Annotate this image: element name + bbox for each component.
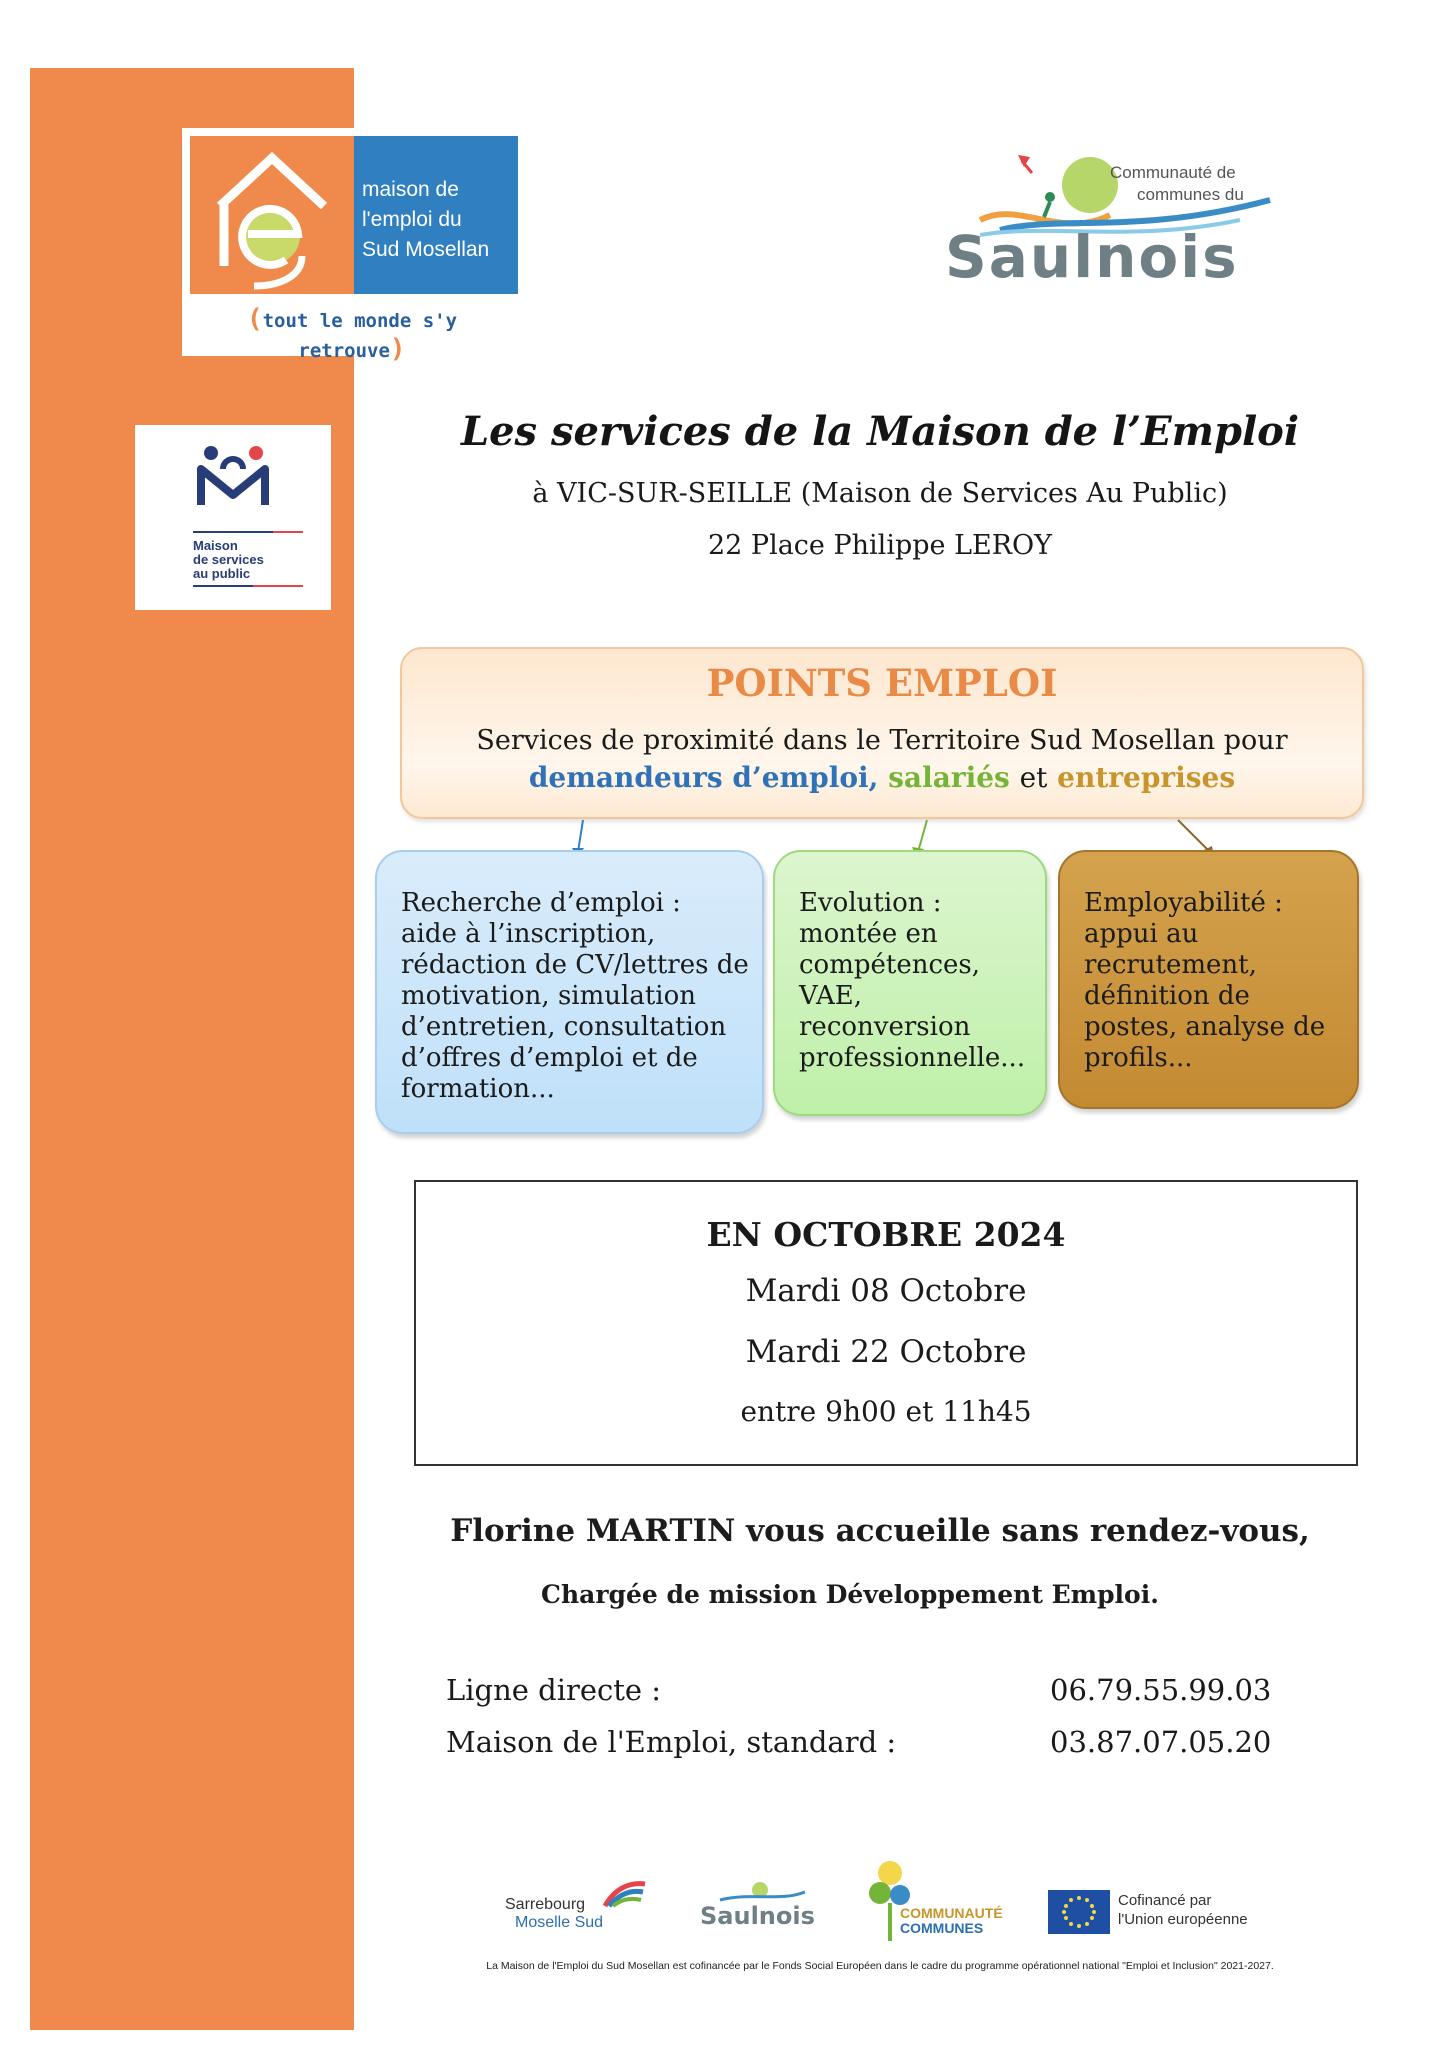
- msap-people-icon: [135, 435, 331, 535]
- saulnois-line2: communes du: [1137, 185, 1244, 204]
- contact-label: Ligne directe :: [446, 1673, 662, 1707]
- msap-line: Maison: [193, 538, 238, 553]
- page-title: Les services de la Maison de l’Emploi: [460, 408, 1300, 455]
- msap-line: de services: [193, 552, 264, 567]
- schedule-date: Mardi 22 Octobre: [745, 1334, 1027, 1370]
- audience-and: et: [1019, 761, 1048, 794]
- audience-companies: entreprises: [1057, 761, 1236, 794]
- points-emploi-title: POINTS EMPLOI: [706, 661, 1058, 705]
- schedule-time: entre 9h00 et 11h45: [740, 1395, 1032, 1428]
- service-line: définition de: [1084, 981, 1250, 1011]
- role-text: Chargée de mission Développement Emploi.: [541, 1580, 1159, 1609]
- saulnois-line1: Communauté de: [1110, 163, 1236, 182]
- service-line: Evolution :: [799, 888, 942, 918]
- contact-phone: 03.87.07.05.20: [1050, 1725, 1272, 1759]
- logo-blue-block: [354, 136, 518, 294]
- footer-note: La Maison de l'Emploi du Sud Mosellan est cofinancée par le Fonds Social Européen dans le cadre du programme opérationnel national "Emploi et Inclusion" 2021-2027.: [486, 1960, 1274, 1972]
- service-line: motivation, simulation: [401, 981, 696, 1011]
- service-line: Employabilité :: [1084, 888, 1283, 918]
- tagline-text: tout le monde s'y retrouve: [262, 310, 458, 362]
- cc-line: COMMUNAUTÉ: [900, 1905, 1003, 1921]
- service-box-employability: [1058, 850, 1359, 1109]
- service-line: reconversion: [799, 1012, 971, 1042]
- service-line: recrutement,: [1084, 950, 1257, 980]
- saulnois-footer-name: Saulnois: [700, 1902, 815, 1930]
- logo-orange-block: [190, 136, 354, 294]
- service-line: appui au: [1084, 919, 1199, 949]
- logo-tagline: (tout le monde s'y retrouve): [246, 304, 458, 364]
- service-line: VAE,: [799, 981, 863, 1011]
- points-emploi-description: Services de proximité dans le Territoire Sud Mosellan pour: [476, 725, 1288, 756]
- service-line: aide à l’inscription,: [401, 919, 656, 949]
- points-emploi-audiences: [402, 761, 1362, 794]
- service-line: d’offres d’emploi et de: [401, 1043, 698, 1073]
- page-subtitle: à VIC-SUR-SEILLE (Maison de Services Au Public): [532, 478, 1228, 509]
- schedule-title: EN OCTOBRE 2024: [706, 1215, 1066, 1254]
- eu-cofinancing-logo: [1048, 1888, 1248, 1938]
- sarrebourg-line: Moselle Sud: [515, 1914, 604, 1931]
- eu-flag-icon: [1048, 1890, 1110, 1934]
- audience-employees: salariés: [888, 761, 1010, 794]
- audience-job-seekers: demandeurs d’emploi,: [528, 761, 879, 794]
- cc-line: COMMUNES: [900, 1920, 984, 1936]
- service-line: compétences,: [799, 950, 981, 980]
- logo-line: maison de: [362, 178, 459, 201]
- sarrebourg-line: Sarrebourg: [505, 1896, 586, 1913]
- sarrebourg-logo: [505, 1878, 650, 1938]
- service-line: d’entretien, consultation: [401, 1012, 727, 1042]
- service-line: formation...: [401, 1074, 555, 1104]
- maison-emploi-logo: [182, 128, 517, 364]
- address: 22 Place Philippe LEROY: [707, 530, 1053, 561]
- saulnois-logo: [940, 145, 1290, 315]
- points-emploi-box: [400, 647, 1364, 819]
- logo-line: Sud Mosellan: [362, 238, 490, 261]
- service-box-evolution: [773, 850, 1047, 1116]
- service-box-job-search: [375, 850, 764, 1134]
- contact-label: Maison de l'Emploi, standard :: [446, 1725, 897, 1759]
- communaute-communes-logo: [860, 1855, 1003, 1945]
- service-line: montée en: [799, 919, 938, 949]
- service-line: Recherche d’emploi :: [401, 888, 681, 918]
- schedule-date: Mardi 08 Octobre: [745, 1273, 1027, 1309]
- msap-line: au public: [193, 566, 251, 581]
- service-line: profils...: [1084, 1043, 1193, 1073]
- saulnois-name: Saulnois: [945, 223, 1239, 291]
- house-e-icon: [190, 136, 354, 294]
- saulnois-footer-logo: [700, 1880, 815, 1940]
- service-line: postes, analyse de: [1084, 1012, 1326, 1042]
- service-line: professionnelle...: [799, 1043, 1026, 1073]
- schedule-box: [414, 1180, 1358, 1466]
- contact-phone: 06.79.55.99.03: [1050, 1673, 1272, 1707]
- service-line: rédaction de CV/lettres de: [401, 950, 749, 980]
- welcome-text: Florine MARTIN vous accueille sans rendez-vous,: [450, 1513, 1310, 1549]
- saulnois-small-icon: [700, 1880, 810, 1904]
- eu-line: Cofinancé par: [1118, 1892, 1212, 1909]
- logo-line: l'emploi du: [362, 208, 462, 231]
- eu-line: l'Union européenne: [1118, 1911, 1248, 1928]
- msap-logo: [135, 425, 331, 610]
